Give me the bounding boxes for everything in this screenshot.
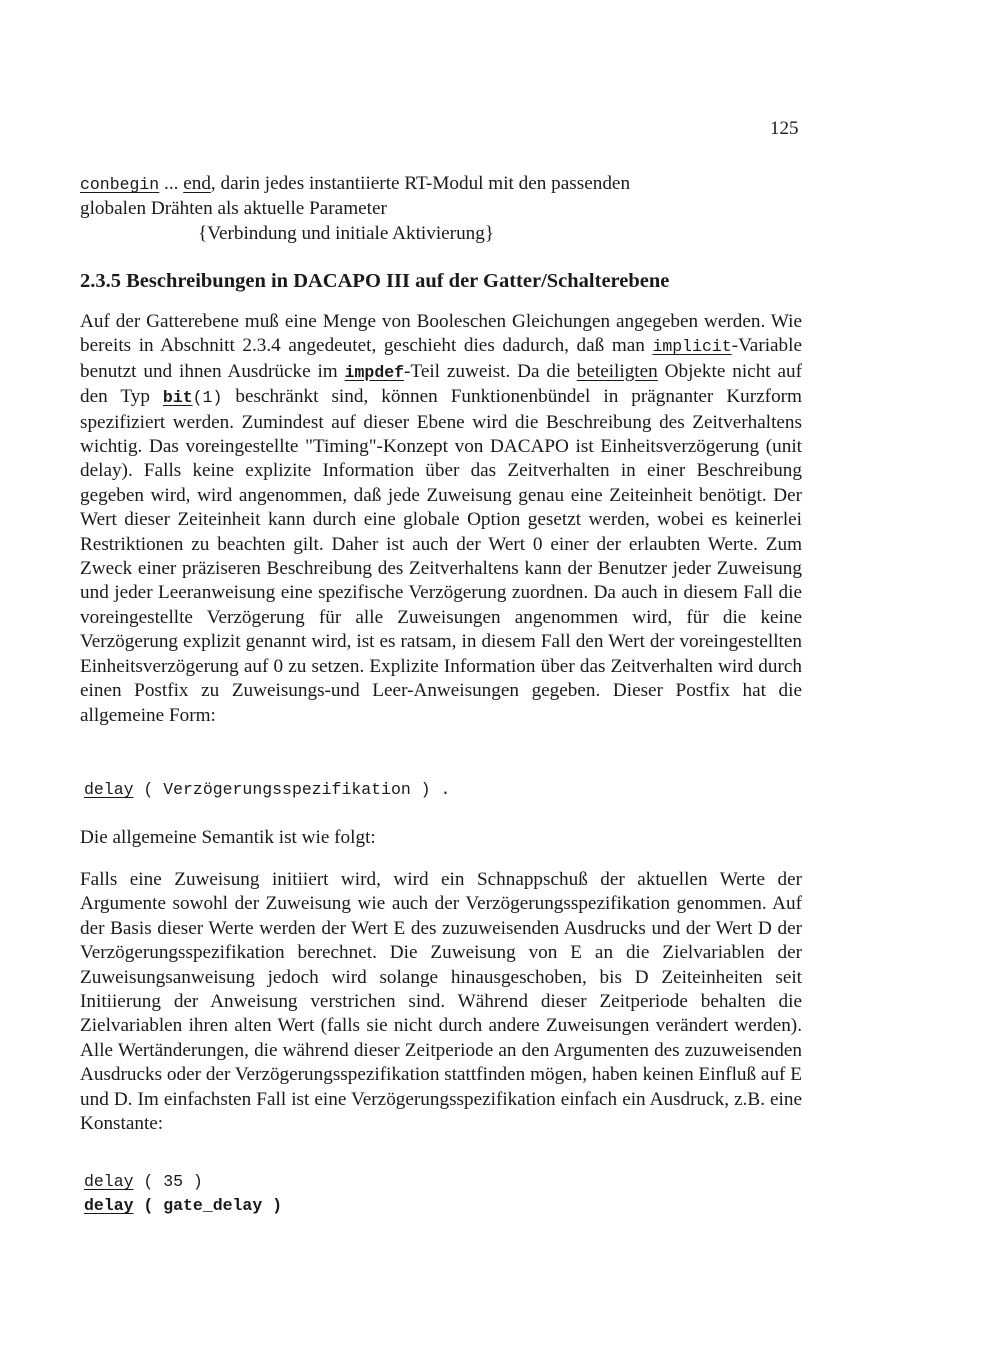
para1-part-5: beschränkt sind, können Funktionenbündel in prägnanter Kurzform spezifiziert werden. Zumindest auf dieser Ebene wird die Beschreibung des Zeitverhaltens wichtig. Das voreingestellte "Timing"-Konzept von DACAPO ist Einheitsverzögerung (unit delay). Falls keine explizite Information über das Zeitverhalten in einer Beschreibung gegeben wird, wird angenommen, daß jede Zuweisung genau eine Zeiteinheit benötigt. Der Wert dieser Zeiteinheit kann durch eine globale Option gesetzt werden, wobei es keinerlei Restriktionen zu beachten gilt. Daher ist auch der Wert 0 einer der erlaubten Werte. Zum Zweck einer präziseren Beschreibung des Zeitverhaltens kann der Benutzer jeder Zuweisung und jeder Leeranweisung eine spezifische Verzögerung zuordnen. Da auch in diesem Fall die voreingestellte Verzögerung für alle Zuweisungen angenommen wird, für die keine Verzögerung explizit genannt wird, ist es ratsam, in diesem Fall den Wert der voreingestellten Einheitsverzögerung auf 0 zu setzen. Explizite Information über das Zeitverhalten wird durch einen Postfix zu Zuweisungs-und Leer-Anweisungen gegeben. Dieser Postfix hat die allgemeine Form:	[80, 386, 802, 726]
para1-part-3: -Teil zuweist. Da die	[404, 360, 577, 382]
para1-part-1: Auf der Gatterebene muß eine Menge von Booleschen Gleichungen angegeben werden. Wie bereits in Abschnitt 2.3.4 angedeutet, geschieht dies dadurch, daß man	[80, 311, 802, 357]
paragraph-1-text	[80, 310, 802, 728]
keyword-end: end	[183, 173, 211, 194]
example-2-rest: ( gate_delay )	[133, 1196, 283, 1215]
code-example-2	[84, 1194, 282, 1218]
intro-line-1-rest: , darin jedes instantiierte RT-Modul mit den passenden	[210, 173, 631, 194]
para1-part-2: -Variable benutzt und ihnen Ausdrücke im	[80, 335, 802, 382]
section-heading: 2.3.5 Beschreibungen in DACAPO III auf der Gatter/Schalterebene	[80, 270, 670, 292]
keyword-impdef: impdef	[344, 362, 405, 382]
page-number: 125	[770, 118, 799, 139]
para1-part-4: Objekte nicht auf den Typ	[80, 360, 803, 408]
code-delay-form-rest: ( Verzögerungsspezifikation ) .	[133, 780, 451, 799]
keyword-implicit: implicit	[652, 337, 732, 357]
code-delay-form	[84, 778, 450, 802]
intro-dots: ...	[159, 173, 184, 194]
intro-line-2: globalen Drähten als aktuelle Parameter	[80, 198, 387, 220]
semantics-intro-text: Die allgemeine Semantik ist wie folgt:	[80, 827, 376, 848]
example-1-rest: ( 35 )	[133, 1172, 203, 1191]
intro-block	[80, 172, 802, 246]
paragraph-2	[80, 868, 802, 1136]
example-2-keyword: delay	[84, 1196, 134, 1215]
paragraph-1	[80, 310, 802, 728]
intro-line-1	[80, 172, 802, 197]
code-example-1	[84, 1170, 203, 1194]
word-beteiligten: beteiligten	[576, 360, 658, 382]
keyword-delay: delay	[84, 780, 134, 799]
paragraph-2-text: Falls eine Zuweisung initiiert wird, wird ein Schnappschuß der aktuellen Werte der Argumente sowohl der Zuweisung wie auch der Verzögerungsspezifikation genommen. Auf der Basis dieser Werte werden der Wert E des zuzuweisenden Ausdrucks und der Wert D der Verzögerungsspezifikation berechnet. Die Zuweisung von E an die Zielvariablen der Zuweisungsanweisung jedoch wird solange hinausgeschoben, bis D Zeiteinheiten seit Initiierung der Anweisung verstrichen sind. Während dieser Zeitperiode behalten die Zielvariablen ihren alten Wert (falls sie nicht durch andere Zuweisungen verändert werden). Alle Wertänderungen, die während dieser Zeitperiode an den Argumenten des zuzuweisenden Ausdrucks oder der Verzögerungsspezifikation stattfinden mögen, haben keinen Einfluß auf E und D. Im einfachsten Fall ist eine Verzögerungsspezifikation einfach ein Ausdruck, z.B. eine Konstante:	[80, 869, 802, 1135]
semantics-intro	[80, 826, 802, 850]
bit-argument: (1)	[192, 388, 223, 408]
example-1-keyword: delay	[84, 1172, 134, 1191]
keyword-conbegin: conbegin	[80, 175, 160, 194]
intro-line-3: {Verbindung und initiale Aktivierung}	[198, 222, 495, 244]
keyword-bit: bit	[162, 388, 193, 408]
